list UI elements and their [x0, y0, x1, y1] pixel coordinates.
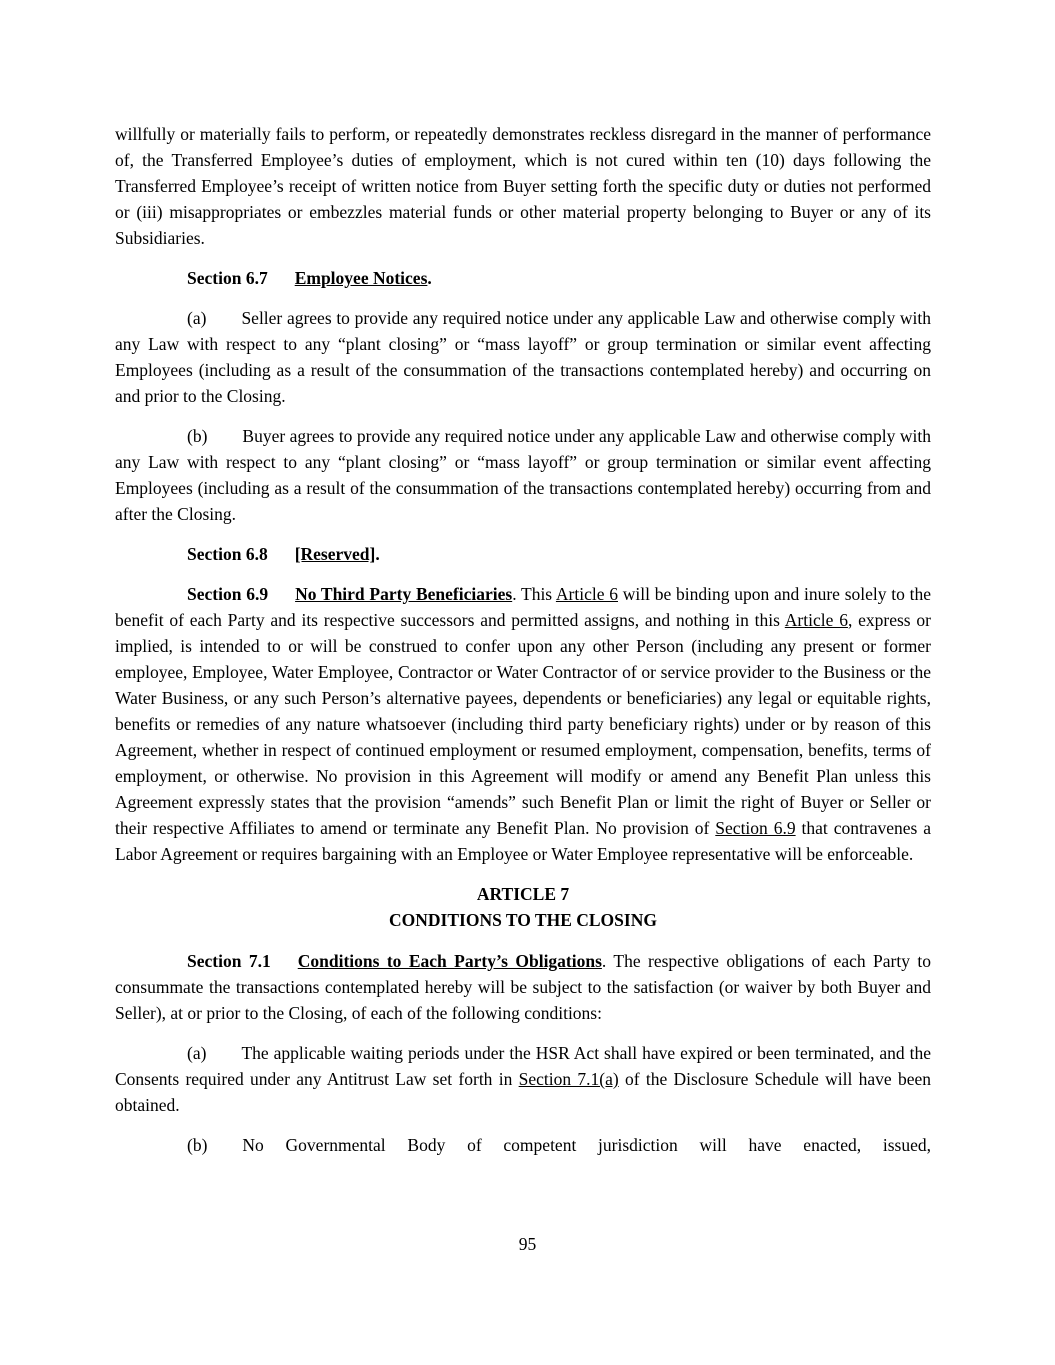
section-6-9-reference: Section 6.9: [715, 818, 796, 838]
section-7-1-number: Section 7.1: [187, 951, 271, 971]
document-content: [115, 121, 931, 1172]
section-6-7-title: Employee Notices: [294, 268, 428, 288]
paragraph-continuation: [115, 121, 931, 251]
paragraph-7-1: [115, 948, 931, 1026]
paragraph-6-9-run: will be binding upon and inure solely to the benefit of each Party and its respective successors and permitted assigns, and nothing in this: [115, 584, 932, 630]
section-6-9-title: No Third Party Beneficiaries: [295, 584, 513, 604]
paragraph-6-9-run: . This: [512, 584, 556, 604]
paragraph-6-9: [115, 581, 931, 867]
section-7-1-a-reference: Section 7.1(a): [518, 1069, 619, 1089]
paragraph-7-1-b-text: No Governmental Body of competent jurisdiction will have enacted, issued,: [242, 1135, 931, 1155]
section-6-7-number: Section 6.7: [187, 268, 268, 288]
article-7-title: CONDITIONS TO THE CLOSING: [389, 910, 657, 930]
page-number: 95: [518, 1234, 537, 1254]
paragraph-7-1-text: . The respective obligations of each Party to consummate the transactions contemplated hereby will be subject to the satisfaction (or waiver by both Buyer and Seller), at or prior to the Closing, of each of the following conditions:: [115, 951, 931, 1023]
section-6-9-number: Section 6.9: [187, 584, 269, 604]
paragraph-7-1-a-run: The applicable waiting periods under the HSR Act shall have expired or been terminated, and the Consents required under any Antitrust Law set forth in: [115, 1043, 931, 1089]
paragraph-7-1-a-run: of the Disclosure Schedule will have been obtained.: [115, 1069, 931, 1115]
section-6-8-number: Section 6.8: [187, 544, 268, 564]
paragraph-continuation-text: willfully or materially fails to perform, or repeatedly demonstrates reckless disregard in the manner of performance of, the Transferred Employee’s duties of employment, which is not cured within ten (10) days following the Transferred Employee’s receipt of written notice from Buyer setting forth the specific duty or duties not performed or (iii) misappropriates or embezzles material funds or other material property belonging to Buyer or any of its Subsidiaries.: [115, 124, 931, 248]
paragraph-6-7-b-marker: (b): [187, 426, 208, 446]
paragraph-7-1-b: [115, 1132, 931, 1158]
section-6-7-heading: [187, 265, 931, 291]
paragraph-6-7-b: [115, 423, 931, 527]
paragraph-6-9-run: that contravenes a Labor Agreement or requires bargaining with an Employee or Water Employee representative will be enforceable.: [115, 818, 932, 864]
article-6-reference: Article 6: [555, 584, 618, 604]
section-6-8-title: [Reserved]: [294, 544, 376, 564]
paragraph-7-1-a: [115, 1040, 931, 1118]
paragraph-6-7-a-text: Seller agrees to provide any required notice under any applicable Law and otherwise comply with any Law with respect to any “plant closing” or “mass layoff” or group termination or similar event affecting Employees (including as a result of the consummation of the transactions contemplated hereby) and occurring on and prior to the Closing.: [115, 308, 931, 406]
section-6-8-heading: [187, 541, 931, 567]
paragraph-6-7-a-marker: (a): [187, 308, 207, 328]
section-7-1-title: Conditions to Each Party’s Obligations: [297, 951, 602, 971]
article-7-heading: [115, 881, 931, 933]
paragraph-6-7-a: [115, 305, 931, 409]
section-6-7-period: .: [427, 268, 432, 288]
paragraph-6-9-run: , express or implied, is intended to or will be construed to confer upon any other Person (including any present or former employee, Employee, Water Employee, Contractor or Water Contractor of or service provider to the Business or the Water Business, or any such Person’s alternative payees, dependents or beneficiaries) any legal or equitable rights, benefits or remedies of any nature whatsoever (including third party beneficiary rights) under or by reason of this Agreement, whether in respect of continued employment or resumed employment, compensation, benefits, terms of employment, or otherwise. No provision in this Agreement will modify or amend any Benefit Plan unless this Agreement expressly states that the provision “amends” such Benefit Plan or limit the right of Buyer or Seller or their respective Affiliates to amend or terminate any Benefit Plan. No provision of: [115, 610, 932, 838]
article-7-number: ARTICLE 7: [476, 884, 570, 904]
article-6-reference: Article 6: [784, 610, 848, 630]
paragraph-7-1-b-marker: (b): [187, 1135, 208, 1155]
section-6-8-period: .: [375, 544, 380, 564]
paragraph-7-1-a-marker: (a): [187, 1043, 207, 1063]
paragraph-6-7-b-text: Buyer agrees to provide any required notice under any applicable Law and otherwise comply with any Law with respect to any “plant closing” or “mass layoff” or group termination or similar event affecting Employees (including as a result of the consummation of the transactions contemplated hereby) occurring from and after the Closing.: [115, 426, 931, 524]
